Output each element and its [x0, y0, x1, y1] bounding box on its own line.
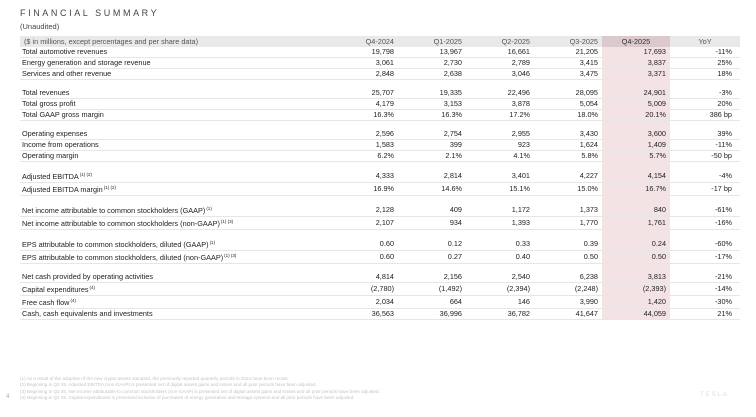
yoy-cell: 20%	[670, 99, 740, 110]
value-cell: 14.6%	[398, 183, 466, 196]
yoy-cell: -11%	[670, 47, 740, 58]
value-cell: 2,955	[466, 129, 534, 140]
value-cell: 3,813	[602, 272, 670, 283]
column-header-label: ($ in millions, except percentages and per share data)	[20, 36, 330, 47]
group-spacer	[20, 196, 740, 205]
yoy-cell: -14%	[670, 283, 740, 296]
table-row	[20, 69, 740, 80]
value-cell: 2,596	[330, 129, 398, 140]
value-cell: 5.7%	[602, 151, 670, 162]
page-number: 4	[6, 394, 10, 400]
yoy-cell: -11%	[670, 140, 740, 151]
value-cell: 16.7%	[602, 183, 670, 196]
footnote-line: (4) Beginning in Q1 25, Capital expenditures is presented inclusive of purchases of energy generation and storage systems and all prior periods have been adjusted.	[20, 395, 355, 401]
table-row	[20, 129, 740, 140]
table-row	[20, 88, 740, 99]
table-row	[20, 238, 740, 251]
column-header-q4-2024: Q4-2024	[330, 36, 398, 47]
value-cell: 0.33	[466, 238, 534, 251]
value-cell: 3,046	[466, 69, 534, 80]
value-cell: 16.9%	[330, 183, 398, 196]
value-cell: 44,059	[602, 309, 670, 320]
value-cell: 5,009	[602, 99, 670, 110]
value-cell: 16.3%	[330, 110, 398, 121]
yoy-cell: -60%	[670, 238, 740, 251]
value-cell: 3,153	[398, 99, 466, 110]
row-label: Total gross profit	[22, 99, 76, 108]
value-cell: 3,371	[602, 69, 670, 80]
footnote-line: (1) As a result of the adoption of the new crypto assets standard, the previously reported quarterly periods in 2024 have been recast.	[20, 376, 289, 381]
value-cell: 0.27	[398, 251, 466, 264]
table-row	[20, 58, 740, 69]
row-label: Adjusted EBITDA	[22, 172, 79, 181]
table-row	[20, 283, 740, 296]
value-cell: 4,227	[534, 170, 602, 183]
value-cell: 18.0%	[534, 110, 602, 121]
yoy-cell: -16%	[670, 217, 740, 230]
value-cell: 3,475	[534, 69, 602, 80]
table-row	[20, 296, 740, 309]
value-cell: (2,780)	[330, 283, 398, 296]
row-label: Energy generation and storage revenue	[22, 58, 151, 67]
value-cell: 840	[602, 204, 670, 217]
value-cell: 21,205	[534, 47, 602, 58]
value-cell: 0.60	[330, 238, 398, 251]
value-cell: 6,238	[534, 272, 602, 283]
value-cell: 25,707	[330, 88, 398, 99]
table-row	[20, 47, 740, 58]
financial-summary-table	[20, 36, 740, 320]
yoy-cell: -30%	[670, 296, 740, 309]
row-label-cell	[20, 140, 330, 151]
value-cell: 20.1%	[602, 110, 670, 121]
value-cell: 24,901	[602, 88, 670, 99]
value-cell: 0.39	[534, 238, 602, 251]
yoy-cell: -50 bp	[670, 151, 740, 162]
row-label: Total revenues	[22, 88, 70, 97]
value-cell: 0.12	[398, 238, 466, 251]
value-cell: 2,754	[398, 129, 466, 140]
group-spacer	[20, 80, 740, 89]
value-cell: 28,095	[534, 88, 602, 99]
value-cell: 3,430	[534, 129, 602, 140]
row-label: Operating expenses	[22, 129, 88, 138]
table-row	[20, 140, 740, 151]
value-cell: 3,061	[330, 58, 398, 69]
yoy-cell: -3%	[670, 88, 740, 99]
value-cell: (2,393)	[602, 283, 670, 296]
column-header-q4-2025: Q4-2025	[602, 36, 670, 47]
value-cell: 2.1%	[398, 151, 466, 162]
value-cell: 36,782	[466, 309, 534, 320]
value-cell: 2,128	[330, 204, 398, 217]
row-label: Capital expenditures	[22, 285, 89, 294]
row-label-cell	[20, 47, 330, 58]
yoy-cell: 25%	[670, 58, 740, 69]
footnote-ref: (1) (3)	[220, 219, 234, 224]
value-cell: 4.1%	[466, 151, 534, 162]
brand-logo: TESLA	[700, 392, 730, 398]
value-cell: 3,600	[602, 129, 670, 140]
row-label-cell	[20, 283, 330, 296]
page-subtitle: (Unaudited)	[20, 22, 60, 31]
value-cell: 0.50	[602, 251, 670, 264]
yoy-cell: -17 bp	[670, 183, 740, 196]
value-cell: 19,798	[330, 47, 398, 58]
row-label-cell	[20, 129, 330, 140]
row-label: Services and other revenue	[22, 69, 112, 78]
value-cell: 1,172	[466, 204, 534, 217]
value-cell: 664	[398, 296, 466, 309]
value-cell: 399	[398, 140, 466, 151]
row-label: Free cash flow	[22, 298, 70, 307]
value-cell: 3,401	[466, 170, 534, 183]
row-label: EPS attributable to common stockholders, diluted (GAAP)	[22, 240, 209, 249]
group-spacer	[20, 121, 740, 130]
value-cell: 1,420	[602, 296, 670, 309]
row-label: Total automotive revenues	[22, 47, 108, 56]
value-cell: 17,693	[602, 47, 670, 58]
value-cell: 17.2%	[466, 110, 534, 121]
footnotes	[20, 376, 540, 402]
footnote-line: (3) Beginning in Q2 25, Net income attributable to common stockholders (non-GAAP) is presented net of digital assets gains and losses and all prior periods have been adjusted.	[20, 388, 380, 394]
table-row	[20, 251, 740, 264]
row-label: Adjusted EBITDA margin	[22, 185, 103, 194]
value-cell: 5,054	[534, 99, 602, 110]
page-title: FINANCIAL SUMMARY	[20, 8, 160, 18]
table-row	[20, 217, 740, 230]
value-cell: 4,333	[330, 170, 398, 183]
row-label: Net cash provided by operating activities	[22, 272, 154, 281]
value-cell: 2,789	[466, 58, 534, 69]
value-cell: 1,583	[330, 140, 398, 151]
yoy-cell: 18%	[670, 69, 740, 80]
table-row	[20, 110, 740, 121]
yoy-cell: 39%	[670, 129, 740, 140]
group-spacer	[20, 230, 740, 239]
row-label: Net income attributable to common stockholders (non-GAAP)	[22, 219, 220, 228]
table-row	[20, 272, 740, 283]
row-label-cell	[20, 110, 330, 121]
value-cell: (1,492)	[398, 283, 466, 296]
value-cell: 0.50	[534, 251, 602, 264]
value-cell: 3,837	[602, 58, 670, 69]
table-row	[20, 99, 740, 110]
column-header-q2-2025: Q2-2025	[466, 36, 534, 47]
value-cell: 2,848	[330, 69, 398, 80]
table-row	[20, 204, 740, 217]
value-cell: 36,563	[330, 309, 398, 320]
value-cell: 923	[466, 140, 534, 151]
yoy-cell: -17%	[670, 251, 740, 264]
table-body	[20, 47, 740, 320]
value-cell: 15.0%	[534, 183, 602, 196]
value-cell: 0.24	[602, 238, 670, 251]
value-cell: 1,373	[534, 204, 602, 217]
table-header-row	[20, 36, 740, 47]
value-cell: 5.8%	[534, 151, 602, 162]
value-cell: 1,624	[534, 140, 602, 151]
value-cell: 2,156	[398, 272, 466, 283]
value-cell: 4,814	[330, 272, 398, 283]
value-cell: 0.40	[466, 251, 534, 264]
value-cell: 409	[398, 204, 466, 217]
table-row	[20, 170, 740, 183]
value-cell: 22,496	[466, 88, 534, 99]
value-cell: 2,638	[398, 69, 466, 80]
row-label: Cash, cash equivalents and investments	[22, 309, 153, 318]
group-spacer	[20, 162, 740, 171]
footnote-ref: (1)	[209, 240, 216, 245]
row-label-cell	[20, 99, 330, 110]
value-cell: 2,034	[330, 296, 398, 309]
yoy-cell: -61%	[670, 204, 740, 217]
yoy-cell: -4%	[670, 170, 740, 183]
value-cell: 6.2%	[330, 151, 398, 162]
value-cell: 3,415	[534, 58, 602, 69]
row-label-cell	[20, 272, 330, 283]
value-cell: 2,540	[466, 272, 534, 283]
table-row	[20, 309, 740, 320]
value-cell: 16.3%	[398, 110, 466, 121]
row-label: Net income attributable to common stockholders (GAAP)	[22, 206, 206, 215]
column-header-q1-2025: Q1-2025	[398, 36, 466, 47]
row-label: Operating margin	[22, 151, 79, 160]
value-cell: 3,990	[534, 296, 602, 309]
footnote-line: (2) Beginning in Q2 25, Adjusted EBITDA (non-GAAP) is presented net of digital assets gains and losses and all prior periods have been adjusted.	[20, 382, 317, 388]
row-label: EPS attributable to common stockholders, diluted (non-GAAP)	[22, 253, 224, 262]
footnote-ref: (1) (3)	[224, 253, 237, 258]
row-label-cell	[20, 217, 330, 230]
value-cell: 934	[398, 217, 466, 230]
row-label-cell	[20, 309, 330, 320]
row-label-cell	[20, 204, 330, 217]
value-cell: 1,393	[466, 217, 534, 230]
column-header-q3-2025: Q3-2025	[534, 36, 602, 47]
table-row	[20, 151, 740, 162]
value-cell: 2,730	[398, 58, 466, 69]
footnote-ref: (1) (2)	[79, 172, 93, 177]
footnote-ref: (4)	[89, 285, 96, 290]
yoy-cell: 21%	[670, 309, 740, 320]
value-cell: 4,179	[330, 99, 398, 110]
value-cell: 1,770	[534, 217, 602, 230]
value-cell: 3,878	[466, 99, 534, 110]
value-cell: (2,394)	[466, 283, 534, 296]
value-cell: 19,335	[398, 88, 466, 99]
table-row	[20, 183, 740, 196]
footnote-ref: (1) (2)	[103, 185, 116, 190]
value-cell: 4,154	[602, 170, 670, 183]
row-label-cell	[20, 170, 330, 183]
row-label-cell	[20, 151, 330, 162]
value-cell: 2,814	[398, 170, 466, 183]
value-cell: 1,409	[602, 140, 670, 151]
row-label-cell	[20, 296, 330, 309]
value-cell: 36,996	[398, 309, 466, 320]
row-label: Income from operations	[22, 140, 99, 149]
row-label-cell	[20, 69, 330, 80]
value-cell: 41,647	[534, 309, 602, 320]
yoy-cell: -21%	[670, 272, 740, 283]
row-label-cell	[20, 58, 330, 69]
footnote-ref: (1)	[206, 206, 212, 211]
row-label-cell	[20, 251, 330, 264]
value-cell: (2,248)	[534, 283, 602, 296]
value-cell: 13,967	[398, 47, 466, 58]
row-label-cell	[20, 88, 330, 99]
group-spacer	[20, 264, 740, 273]
footnote-ref: (4)	[70, 298, 76, 303]
row-label-cell	[20, 183, 330, 196]
value-cell: 146	[466, 296, 534, 309]
yoy-cell: 386 bp	[670, 110, 740, 121]
value-cell: 1,761	[602, 217, 670, 230]
value-cell: 2,107	[330, 217, 398, 230]
value-cell: 16,661	[466, 47, 534, 58]
value-cell: 0.60	[330, 251, 398, 264]
row-label-cell	[20, 238, 330, 251]
row-label: Total GAAP gross margin	[22, 110, 104, 119]
value-cell: 15.1%	[466, 183, 534, 196]
column-header-yoy: YoY	[670, 36, 740, 47]
